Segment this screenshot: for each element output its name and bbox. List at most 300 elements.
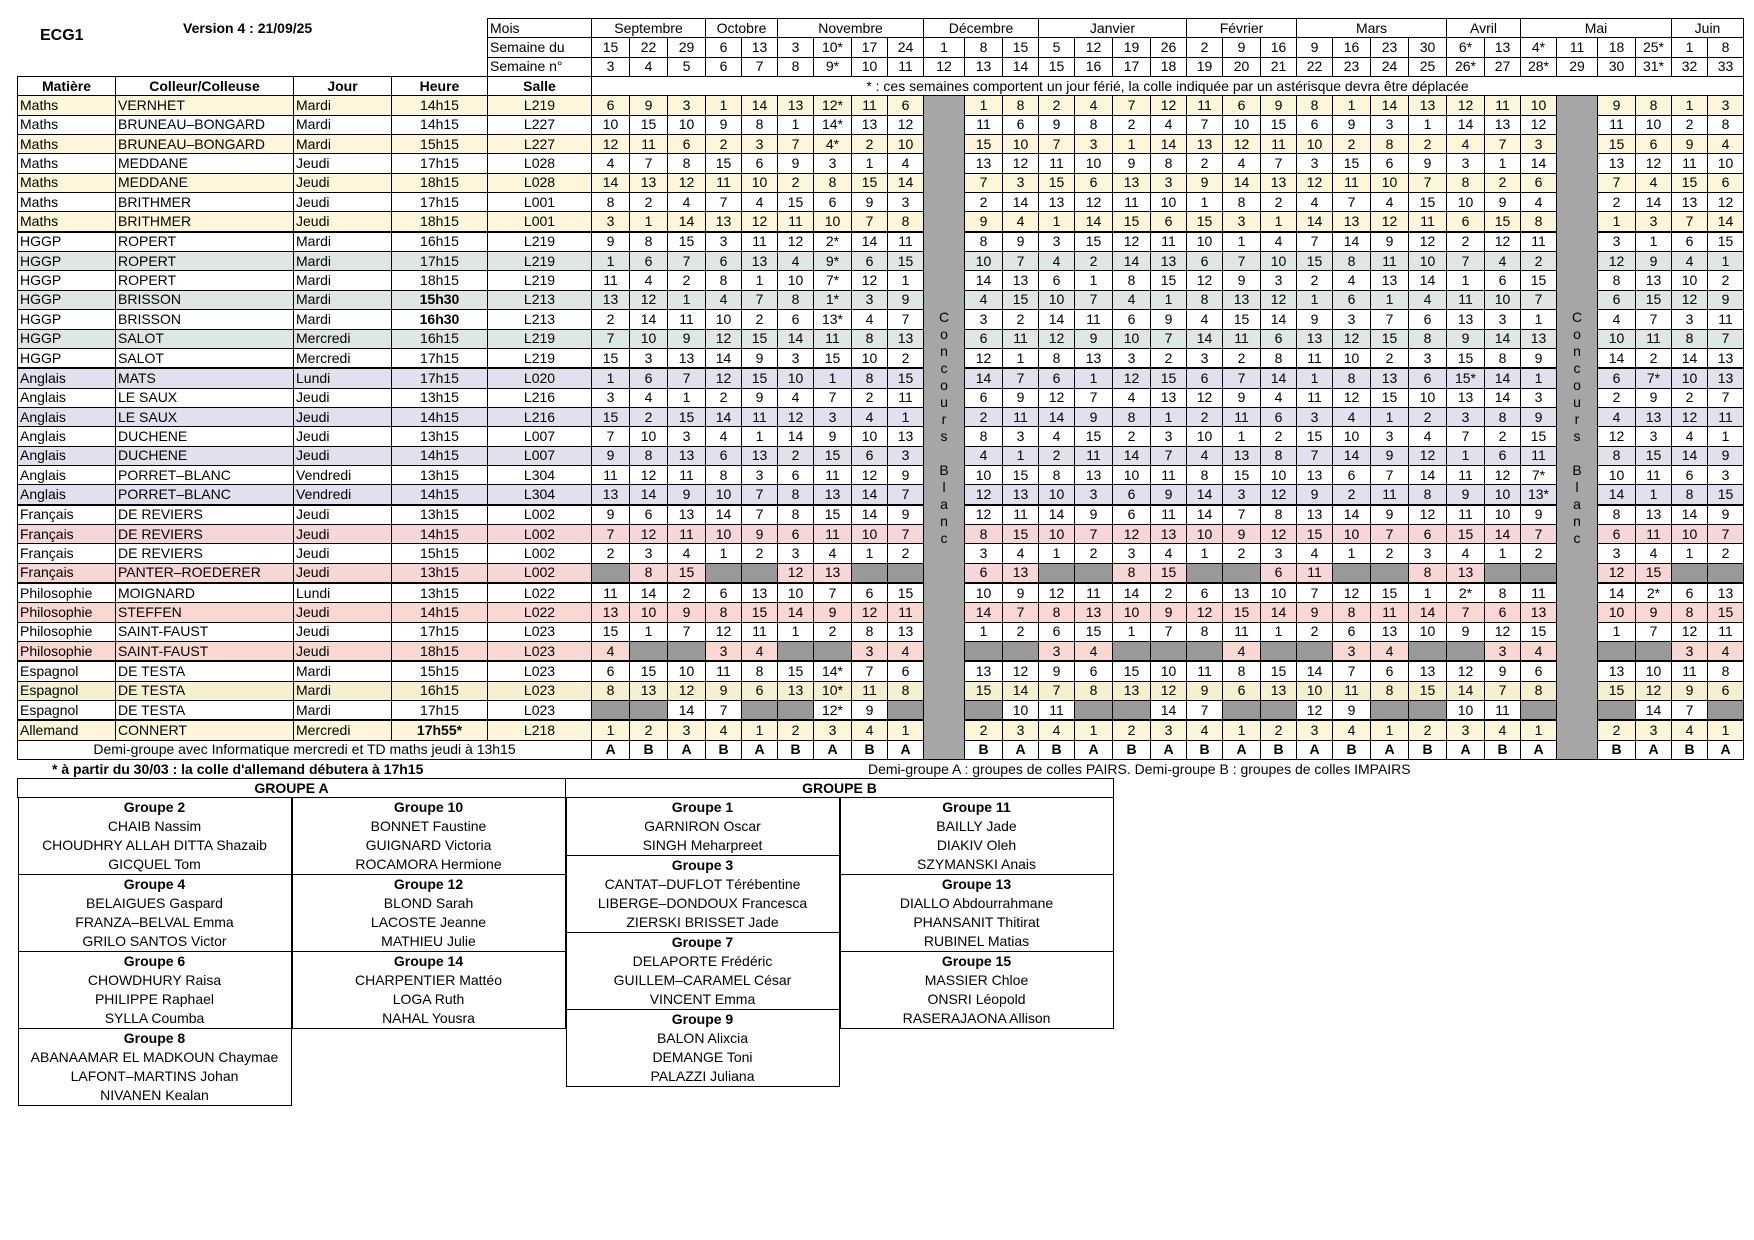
colle-cell: 3: [1521, 135, 1557, 154]
colle-cell: 11: [852, 681, 888, 700]
colle-cell: 7: [778, 135, 814, 154]
colle-cell: 10: [1297, 135, 1333, 154]
colle-cell: 9: [1151, 310, 1187, 329]
colle-cell: 13: [1371, 622, 1409, 641]
colle-cell: 14: [1521, 154, 1557, 173]
document-title: ECG1: [40, 27, 84, 44]
colle-cell: 13: [1297, 465, 1333, 484]
colle-cell: 15: [742, 368, 778, 388]
colle-cell: 1: [706, 544, 742, 563]
semaine-du-cell: 3: [778, 38, 814, 57]
student-name: DELAPORTE Frédéric: [632, 953, 773, 969]
group-title: Groupe 9: [671, 1011, 734, 1027]
colle-cell: 14: [1708, 212, 1744, 232]
colle-cell: 7: [1447, 252, 1485, 271]
colle-cell: 12: [1039, 583, 1075, 603]
colle-cell: 8: [1672, 485, 1708, 505]
colle-cell: 10: [1297, 681, 1333, 700]
colle-cell: 9: [1636, 388, 1672, 407]
group-block: [293, 798, 565, 874]
salle-cell: L002: [488, 524, 592, 543]
groupe-a-title: GROUPE A: [18, 779, 566, 798]
colle-cell: 10: [1113, 329, 1151, 348]
mois-label: Mois: [488, 19, 592, 38]
colle-cell: 15: [1113, 212, 1151, 232]
colle-cell: 10: [630, 329, 668, 348]
colle-cell: 13: [1223, 446, 1261, 465]
colle-cell: [1598, 701, 1636, 721]
colle-cell: 9: [1075, 407, 1113, 426]
group-block: [19, 798, 291, 874]
colle-cell: 11: [778, 212, 814, 232]
colleur-cell: CONNERT: [116, 720, 294, 740]
colle-cell: 7: [1672, 701, 1708, 721]
student-name: NAHAL Yousra: [382, 1010, 475, 1026]
colle-cell: 4: [1672, 252, 1708, 271]
colle-cell: [1485, 563, 1521, 583]
colle-cell: 3: [592, 388, 630, 407]
colle-cell: 1: [1075, 271, 1113, 290]
colle-cell: 10: [965, 583, 1003, 603]
colle-cell: 12: [706, 622, 742, 641]
colle-cell: 8: [1297, 96, 1333, 115]
matiere-cell: Philosophie: [18, 622, 116, 641]
colle-cell: 8: [852, 329, 888, 348]
colle-cell: 7: [668, 622, 706, 641]
groupe-a-col2: [292, 798, 566, 1029]
demi-groupe-cell: A: [592, 740, 630, 759]
colle-cell: 8: [1636, 96, 1672, 115]
student-name: RASERAJAONA Allison: [902, 1010, 1051, 1026]
colle-cell: 13: [1039, 193, 1075, 212]
colle-cell: 7: [668, 368, 706, 388]
colle-cell: 1: [778, 622, 814, 641]
colle-cell: 3: [1485, 642, 1521, 662]
colle-cell: 6: [1039, 622, 1075, 641]
colle-cell: 1: [742, 720, 778, 740]
semaine-no-cell: 22: [1297, 57, 1333, 76]
colle-cell: 10: [888, 135, 924, 154]
colle-cell: 11: [1223, 407, 1261, 426]
colle-cell: 10: [668, 661, 706, 681]
heure-cell: 13h15: [392, 583, 488, 603]
demi-groupe-cell: B: [1187, 740, 1223, 759]
colle-cell: 6: [1113, 310, 1151, 329]
colle-cell: 7: [706, 701, 742, 721]
month-header: Mars: [1297, 19, 1447, 38]
colle-cell: 12: [1187, 388, 1223, 407]
colle-cell: 9: [1075, 329, 1113, 348]
colleur-cell: DUCHENE: [116, 446, 294, 465]
colle-cell: 14: [965, 368, 1003, 388]
colle-cell: [1223, 563, 1261, 583]
colle-cell: 13: [592, 290, 630, 309]
colle-cell: 9: [592, 232, 630, 252]
colle-cell: [630, 701, 668, 721]
colle-cell: 10: [1113, 603, 1151, 622]
colle-cell: 2: [1636, 348, 1672, 368]
colle-cell: 12: [965, 348, 1003, 368]
group-title: Groupe 6: [123, 953, 186, 969]
colleur-cell: LE SAUX: [116, 407, 294, 426]
colle-cell: 8: [630, 446, 668, 465]
colle-cell: 1: [592, 252, 630, 271]
demi-groupe-cell: A: [1447, 740, 1485, 759]
colle-cell: 7: [852, 661, 888, 681]
colle-cell: 12: [1113, 232, 1151, 252]
semaine-no-cell: 5: [668, 57, 706, 76]
colle-cell: 6: [1485, 446, 1521, 465]
student-name: DIAKIV Oleh: [936, 837, 1017, 853]
student-name: NIVANEN Kealan: [100, 1087, 209, 1103]
colle-cell: 15: [1075, 622, 1113, 641]
matiere-cell: Français: [18, 505, 116, 525]
colle-cell: 9: [1521, 348, 1557, 368]
colle-cell: 12: [1333, 329, 1371, 348]
student-name: BONNET Faustine: [370, 818, 487, 834]
colle-cell: 15: [814, 505, 852, 525]
colle-cell: 9: [1187, 173, 1223, 192]
colle-cell: 2: [1708, 271, 1744, 290]
colle-cell: 14: [706, 348, 742, 368]
jour-cell: Jeudi: [294, 154, 392, 173]
colle-cell: 11: [706, 661, 742, 681]
colle-cell: 14: [1598, 583, 1636, 603]
colle-cell: 9: [888, 290, 924, 309]
salle-cell: L304: [488, 465, 592, 484]
jour-cell: Mardi: [294, 310, 392, 329]
colle-cell: 7: [1333, 193, 1371, 212]
colle-cell: 3: [1113, 544, 1151, 563]
colle-cell: 13: [1447, 388, 1485, 407]
colleur-cell: MEDDANE: [116, 154, 294, 173]
heure-cell: 14h15: [392, 407, 488, 426]
colle-cell: 1: [630, 212, 668, 232]
colle-cell: 6: [592, 661, 630, 681]
colle-cell: 11: [1075, 583, 1113, 603]
semaine-no-cell: 3: [592, 57, 630, 76]
colle-cell: [630, 642, 668, 662]
colle-cell: 15: [1672, 173, 1708, 192]
semaine-du-cell: 30: [1409, 38, 1447, 57]
colle-cell: 14: [1151, 701, 1187, 721]
colle-cell: 7: [1371, 310, 1409, 329]
colle-cell: 7: [1447, 427, 1485, 446]
demi-groupe-cell: A: [1297, 740, 1333, 759]
colle-cell: 3: [668, 720, 706, 740]
colle-cell: 11: [1447, 505, 1485, 525]
colle-cell: 9: [1636, 603, 1672, 622]
month-header: Novembre: [778, 19, 924, 38]
colle-cell: 4: [1409, 290, 1447, 309]
colle-cell: 4: [852, 407, 888, 426]
colle-cell: 12: [965, 505, 1003, 525]
colleur-cell: MEDDANE: [116, 173, 294, 192]
colle-cell: 8: [852, 368, 888, 388]
colle-cell: 13: [1409, 96, 1447, 115]
colle-cell: 10: [852, 348, 888, 368]
demi-groupe-cell: B: [1039, 740, 1075, 759]
colle-cell: 1: [1223, 720, 1261, 740]
colle-cell: 2: [1223, 544, 1261, 563]
colle-cell: 12: [1672, 407, 1708, 426]
colle-cell: 15: [1223, 603, 1261, 622]
colle-cell: 1: [1485, 544, 1521, 563]
colle-cell: 6: [1636, 135, 1672, 154]
colle-cell: 15: [1598, 681, 1636, 700]
colle-cell: 8: [888, 681, 924, 700]
colle-cell: 13: [1075, 348, 1113, 368]
colle-cell: 13: [888, 622, 924, 641]
colle-cell: 4: [1039, 720, 1075, 740]
colle-cell: 2: [1113, 427, 1151, 446]
concours-blanc-label: Concours Blanc: [936, 308, 952, 547]
colle-cell: 7: [630, 154, 668, 173]
heure-cell: 17h15: [392, 252, 488, 271]
colle-cell: 13: [1151, 252, 1187, 271]
colle-cell: 7: [1708, 524, 1744, 543]
colle-cell: 8: [1598, 505, 1636, 525]
colle-cell: 7: [1223, 252, 1261, 271]
colleur-cell: DE TESTA: [116, 701, 294, 721]
colle-cell: 9: [668, 329, 706, 348]
semaine-du-cell: 13: [742, 38, 778, 57]
group-title: Groupe 2: [123, 799, 186, 815]
colle-cell: 9: [1333, 701, 1371, 721]
colle-cell: 11: [1636, 465, 1672, 484]
demi-groupe-cell: B: [630, 740, 668, 759]
colle-cell: 7: [1485, 681, 1521, 700]
colle-cell: 15: [888, 583, 924, 603]
matiere-cell: Anglais: [18, 465, 116, 484]
semaine-du-cell: 25*: [1636, 38, 1672, 57]
colle-cell: 1: [1708, 427, 1744, 446]
colle-cell: 4: [592, 642, 630, 662]
colle-cell: 1: [1113, 622, 1151, 641]
colle-cell: 6: [852, 252, 888, 271]
semaine-du-cell: 15: [1003, 38, 1039, 57]
col-header-matiere: Matière: [18, 77, 116, 96]
colle-cell: 3: [1223, 212, 1261, 232]
colle-cell: 8: [592, 681, 630, 700]
colle-cell: 4: [1297, 544, 1333, 563]
colle-cell: 6: [1187, 583, 1223, 603]
colle-cell: 12: [1297, 173, 1333, 192]
colle-cell: 1: [1371, 290, 1409, 309]
colle-cell: 13: [1521, 329, 1557, 348]
colle-cell: 10: [1485, 485, 1521, 505]
colle-cell: 9: [1598, 96, 1636, 115]
student-name: PHANSANIT Thitirat: [913, 914, 1040, 930]
colle-cell: 15: [1708, 603, 1744, 622]
matiere-cell: Maths: [18, 115, 116, 134]
colle-cell: 3: [1333, 310, 1371, 329]
colle-cell: 15: [814, 348, 852, 368]
heure-cell: 15h15: [392, 661, 488, 681]
colle-cell: 14: [1485, 524, 1521, 543]
colle-cell: 1: [1151, 290, 1187, 309]
colle-cell: 1: [1521, 310, 1557, 329]
colle-cell: 7: [1003, 252, 1039, 271]
colle-cell: 2: [814, 622, 852, 641]
colle-cell: [1003, 642, 1039, 662]
matiere-cell: Allemand: [18, 720, 116, 740]
colle-cell: 7: [1151, 329, 1187, 348]
colle-cell: 11: [1521, 232, 1557, 252]
group-title: Groupe 12: [393, 876, 464, 892]
colle-cell: 8: [778, 505, 814, 525]
jour-cell: Mardi: [294, 701, 392, 721]
colle-cell: 2: [1151, 348, 1187, 368]
colle-cell: 8: [1521, 212, 1557, 232]
heure-cell: 14h15: [392, 96, 488, 115]
colle-cell: 9: [1672, 135, 1708, 154]
semaine-no-cell: 24: [1371, 57, 1409, 76]
heure-cell: 17h15: [392, 368, 488, 388]
semaine-no-cell: 18: [1151, 57, 1187, 76]
colle-cell: 12: [1297, 701, 1333, 721]
colle-cell: 7: [668, 252, 706, 271]
colle-cell: 6: [630, 505, 668, 525]
colle-cell: 2: [668, 271, 706, 290]
colle-cell: 10: [706, 524, 742, 543]
colle-cell: 12: [1187, 603, 1223, 622]
colle-cell: 11: [1039, 701, 1075, 721]
jour-cell: Mercredi: [294, 720, 392, 740]
colleur-cell: BRISSON: [116, 310, 294, 329]
colle-cell: 10: [1333, 427, 1371, 446]
colle-cell: 6: [888, 96, 924, 115]
colle-cell: 13: [742, 252, 778, 271]
colle-cell: 12: [1075, 193, 1113, 212]
colle-cell: 2: [706, 388, 742, 407]
colle-cell: 4: [1223, 642, 1261, 662]
demi-groupe-cell: B: [965, 740, 1003, 759]
colle-cell: 13: [888, 427, 924, 446]
colle-cell: 6: [1333, 290, 1371, 309]
colle-cell: 13: [778, 96, 814, 115]
colle-cell: 6: [1672, 583, 1708, 603]
colleur-cell: VERNHET: [116, 96, 294, 115]
colle-cell: 11: [888, 232, 924, 252]
colle-cell: 4: [1333, 720, 1371, 740]
colle-cell: 1: [888, 407, 924, 426]
colle-cell: 14: [1261, 310, 1297, 329]
colle-cell: 1: [668, 388, 706, 407]
colle-cell: 6: [778, 465, 814, 484]
colle-cell: 2: [888, 544, 924, 563]
colle-cell: 8: [706, 271, 742, 290]
colle-cell: 3: [852, 290, 888, 309]
colle-cell: 15: [1261, 661, 1297, 681]
colle-cell: 15: [668, 407, 706, 426]
salle-cell: L020: [488, 368, 592, 388]
colle-cell: 14*: [814, 115, 852, 134]
colle-cell: 13: [592, 485, 630, 505]
colle-cell: 4: [852, 720, 888, 740]
colle-cell: 3: [1447, 154, 1485, 173]
colle-cell: 13: [778, 681, 814, 700]
colle-cell: 4: [1261, 232, 1297, 252]
colle-cell: 13: [668, 505, 706, 525]
colle-cell: 6: [1223, 96, 1261, 115]
colle-cell: 4: [1672, 427, 1708, 446]
semaine-no-cell: 14: [1003, 57, 1039, 76]
colle-cell: 8: [1187, 622, 1223, 641]
title-area: [18, 19, 488, 77]
colle-cell: 8: [1261, 505, 1297, 525]
colle-cell: 13: [630, 173, 668, 192]
colle-cell: 13: [668, 348, 706, 368]
colle-cell: 2*: [814, 232, 852, 252]
colle-cell: 2: [742, 310, 778, 329]
colle-cell: 2: [1261, 427, 1297, 446]
colle-cell: 7: [852, 212, 888, 232]
colle-cell: 15: [1447, 348, 1485, 368]
colle-cell: 15: [1521, 427, 1557, 446]
col-header-salle: Salle: [488, 77, 592, 96]
heure-cell: 17h15: [392, 193, 488, 212]
colle-cell: 8: [706, 465, 742, 484]
colle-cell: 14: [852, 505, 888, 525]
matiere-cell: Espagnol: [18, 661, 116, 681]
colle-cell: 6: [1187, 368, 1223, 388]
colle-cell: 12: [1409, 505, 1447, 525]
colle-cell: 2: [1297, 271, 1333, 290]
heure-cell: 17h55*: [392, 720, 488, 740]
heure-cell: 14h15: [392, 485, 488, 505]
colle-cell: 4: [668, 193, 706, 212]
month-header: Février: [1187, 19, 1297, 38]
colle-cell: 8: [1409, 563, 1447, 583]
colle-cell: 1: [852, 154, 888, 173]
demi-groupe-cell: B: [1333, 740, 1371, 759]
heure-cell: 14h15: [392, 524, 488, 543]
colle-cell: 11: [1075, 310, 1113, 329]
colle-cell: 9: [1333, 115, 1371, 134]
colle-cell: 7: [1409, 173, 1447, 192]
colle-cell: 2: [1672, 388, 1708, 407]
colle-cell: 3: [1075, 135, 1113, 154]
colle-cell: 14: [1039, 407, 1075, 426]
semaine-du-cell: 29: [668, 38, 706, 57]
colle-cell: 9: [1261, 96, 1297, 115]
colle-cell: 1: [668, 290, 706, 309]
demi-groupe-cell: A: [1636, 740, 1672, 759]
colle-cell: [1187, 563, 1223, 583]
colle-cell: 15: [1039, 173, 1075, 192]
semaine-no-cell: 17: [1113, 57, 1151, 76]
colle-cell: 1: [965, 622, 1003, 641]
demi-groupe-cell: A: [888, 740, 924, 759]
colle-cell: 4: [1598, 310, 1636, 329]
colle-cell: 8: [852, 622, 888, 641]
colle-cell: 11: [742, 622, 778, 641]
colle-cell: 13: [1708, 348, 1744, 368]
colle-cell: 9: [1039, 661, 1075, 681]
colle-cell: 8: [1521, 681, 1557, 700]
colle-cell: 14: [1261, 368, 1297, 388]
colle-cell: 8: [814, 173, 852, 192]
demi-groupe-cell: B: [706, 740, 742, 759]
colle-cell: 8: [1113, 407, 1151, 426]
colle-cell: 12: [1333, 583, 1371, 603]
semaine-du-cell: 16: [1333, 38, 1371, 57]
colle-cell: 3: [1708, 465, 1744, 484]
jour-cell: Jeudi: [294, 603, 392, 622]
colle-cell: [1371, 701, 1409, 721]
colle-cell: 12: [1636, 681, 1672, 700]
